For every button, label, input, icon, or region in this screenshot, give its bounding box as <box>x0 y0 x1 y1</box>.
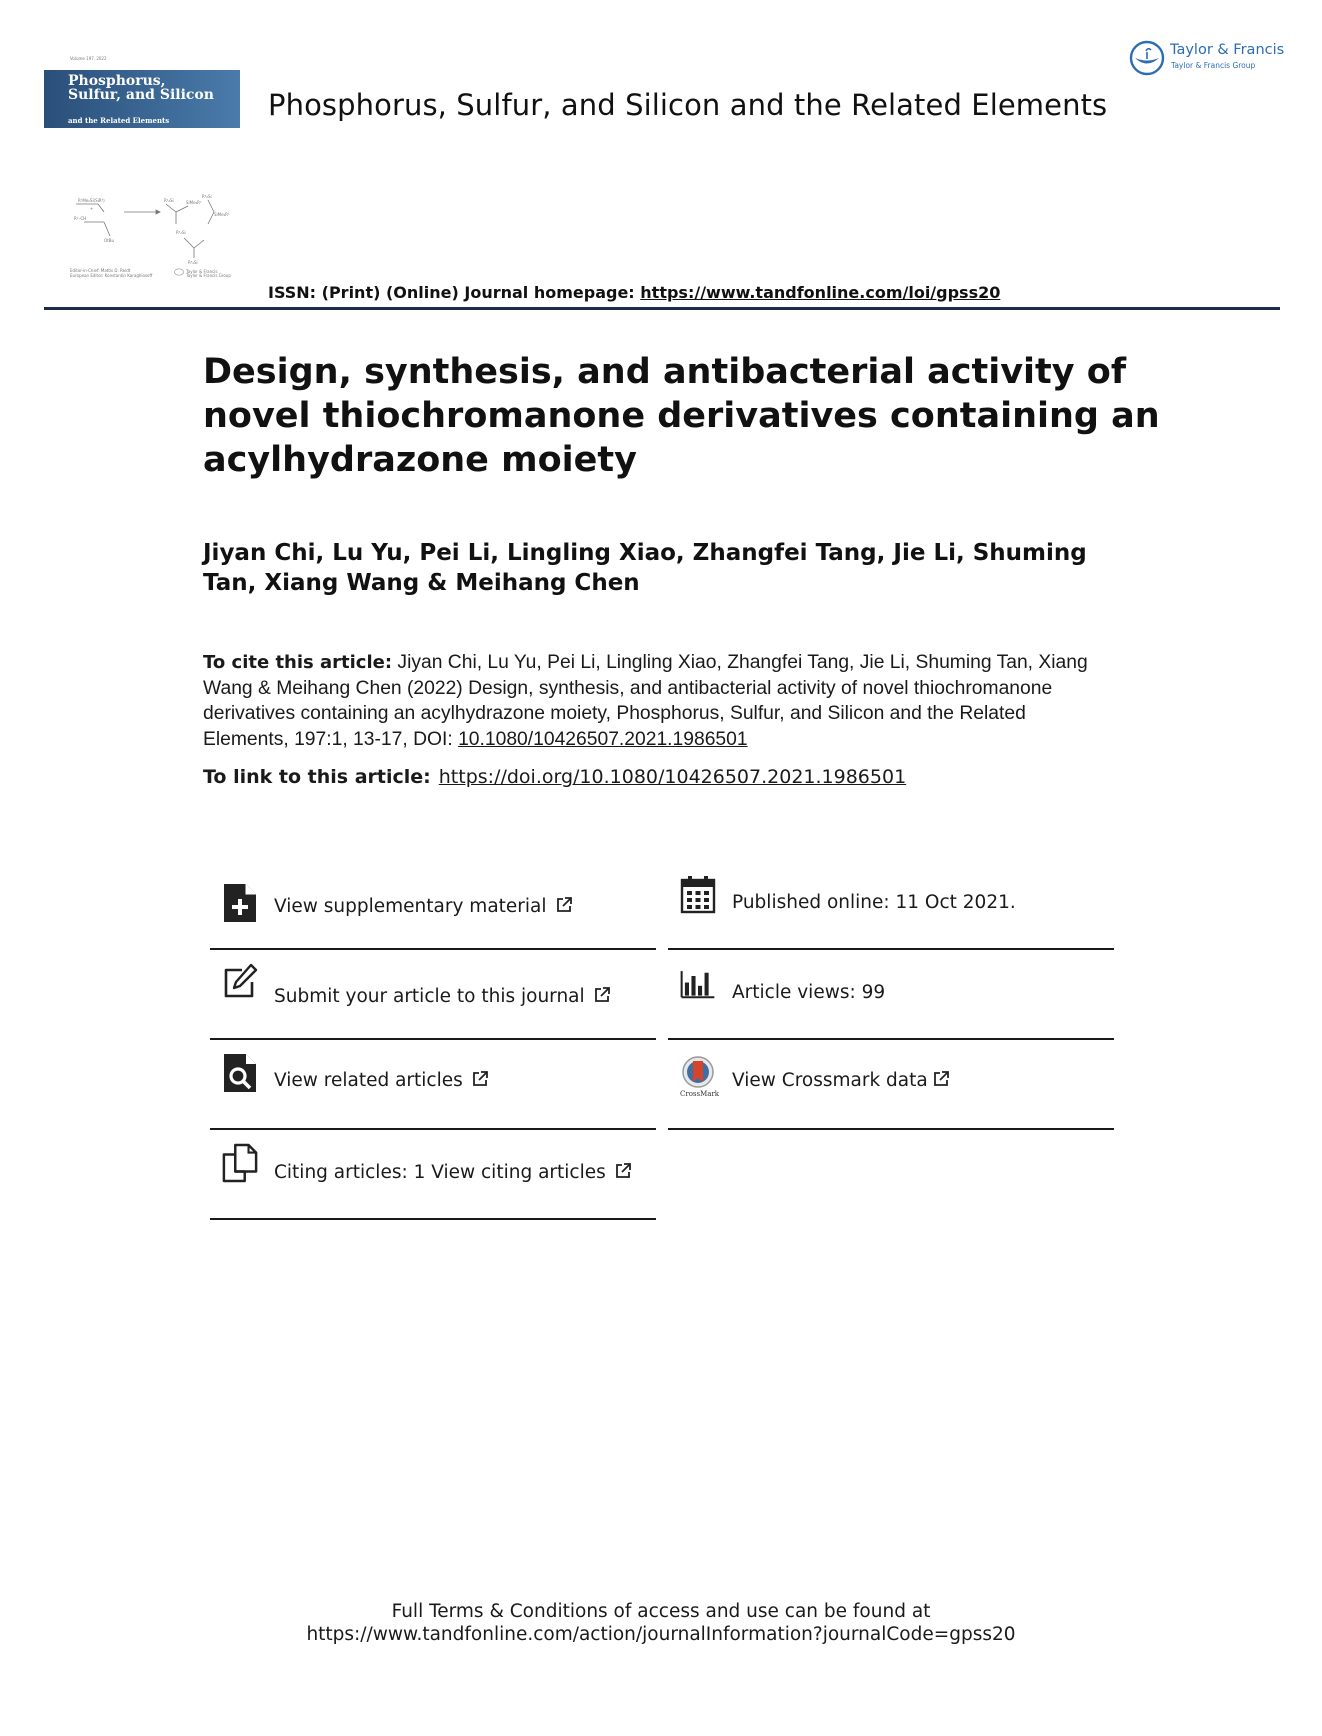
external-link-icon <box>932 1070 950 1088</box>
external-link-icon <box>555 896 573 914</box>
view-citing-articles-button[interactable] <box>210 1130 654 1220</box>
svg-text:R³₂Si: R³₂Si <box>176 230 186 235</box>
article-views-info <box>668 950 1112 1040</box>
citation-label: To cite this article: <box>203 652 393 673</box>
cover-title-band <box>44 70 240 128</box>
svg-text:SiMe₂R¹: SiMe₂R¹ <box>186 200 202 205</box>
cover-subtitle: and the Related Elements <box>68 116 170 125</box>
cover-volume: Volume 197, 2022 <box>70 56 107 61</box>
cover-editor: Editor-in-Chief: Mattis D. Reidt <box>70 268 131 273</box>
taylor-francis-logo-icon <box>1128 39 1166 77</box>
citation-doi-link[interactable]: 10.1080/10426507.2021.1986501 <box>458 728 748 750</box>
issn-line <box>268 283 1000 302</box>
external-link-icon <box>471 1070 489 1088</box>
article-authors: Jiyan Chi, Lu Yu, Pei Li, Lingling Xiao, Zhangfei Tang, Jie Li, Shuming Tan, Xiang Wang & Meihang Chen <box>203 540 1087 596</box>
journal-homepage-link[interactable]: https://www.tandfonline.com/loi/gpss20 <box>640 283 1001 302</box>
copy-documents-icon <box>222 1142 258 1184</box>
document-search-icon <box>222 1052 258 1094</box>
view-supplementary-material-button[interactable] <box>210 860 654 950</box>
svg-text:R¹–CH: R¹–CH <box>74 216 87 221</box>
document-plus-icon <box>222 882 258 924</box>
footer-terms-url[interactable]: https://www.tandfonline.com/action/journalInformation?journalCode=gpss20 <box>306 1624 1016 1645</box>
footer-terms-line: Full Terms & Conditions of access and use can be found at <box>391 1601 931 1622</box>
published-online-label: Published online: 11 Oct 2021. <box>732 892 1016 913</box>
publisher-group: Taylor & Francis Group <box>1171 61 1256 70</box>
bar-chart-icon <box>680 964 716 1006</box>
supplementary-label: View supplementary material <box>274 896 547 917</box>
edit-pencil-icon <box>222 962 258 1004</box>
calendar-icon <box>680 874 716 916</box>
svg-text:R³₂Si: R³₂Si <box>202 194 212 199</box>
citation-block <box>203 650 1113 752</box>
citation-text: Jiyan Chi, Lu Yu, Pei Li, Lingling Xiao, Zhangfei Tang, Jie Li, Shuming Tan, Xiang Wang & Meihang Chen (2022) Design, synthesis, and antibacterial activity of novel thiochromanone derivatives containing an acylhydrazone moiety, Phosphorus, Sulfur, and Silicon and the Related Elements, 197:1, 13-17, DOI: <box>203 652 1088 750</box>
article-link-label: To link to this article: <box>203 766 431 788</box>
grid-divider <box>210 1218 656 1220</box>
article-doi-url[interactable]: https://doi.org/10.1080/10426507.2021.1986501 <box>438 766 907 788</box>
header-divider <box>44 307 1280 310</box>
issn-label: ISSN: (Print) (Online) Journal homepage: <box>268 283 635 302</box>
cover-publisher-icon <box>174 268 184 276</box>
cover-publisher-name: Taylor & Francis <box>186 269 218 274</box>
svg-text:R¹Me₂Si(SiR³): R¹Me₂Si(SiR³) <box>78 198 105 203</box>
publisher-name: Taylor & Francis <box>1170 42 1285 58</box>
submit-article-label: Submit your article to this journal <box>274 986 585 1007</box>
svg-text:SiMe₂R¹: SiMe₂R¹ <box>214 212 230 217</box>
crossmark-logo-text: CrossMark <box>680 1090 720 1098</box>
crossmark-label: View Crossmark data <box>732 1070 928 1091</box>
svg-text:R²₂Si: R²₂Si <box>164 198 174 203</box>
article-views-label: Article views: 99 <box>732 982 886 1003</box>
cover-associate-editor: European Editor: Konstantin Karaghiosoff <box>70 273 153 278</box>
cover-publisher-group: Taylor & Francis Group <box>186 273 231 278</box>
svg-text:+: + <box>90 206 94 211</box>
published-online-info <box>668 860 1112 950</box>
citing-articles-label: Citing articles: 1 View citing articles <box>274 1162 606 1183</box>
view-crossmark-data-button[interactable] <box>668 1040 1112 1130</box>
journal-title: Phosphorus, Sulfur, and Silicon and the Related Elements <box>268 88 1108 122</box>
article-title: Design, synthesis, and antibacterial activity of novel thiochromanone derivatives containing an acylhydrazone moiety <box>203 352 1160 480</box>
external-link-icon <box>593 986 611 1004</box>
footer-terms <box>0 1600 1322 1646</box>
related-articles-label: View related articles <box>274 1070 463 1091</box>
article-link-line <box>203 766 906 788</box>
grid-divider <box>668 1128 1114 1130</box>
view-related-articles-button[interactable] <box>210 1040 654 1130</box>
cover-title: Phosphorus, Sulfur, and Silicon <box>68 73 214 103</box>
svg-text:OtBu: OtBu <box>104 238 114 243</box>
external-link-icon <box>614 1162 632 1180</box>
submit-article-button[interactable] <box>210 950 654 1040</box>
journal-cover <box>44 54 240 280</box>
svg-text:R³₂Si: R³₂Si <box>188 260 198 265</box>
